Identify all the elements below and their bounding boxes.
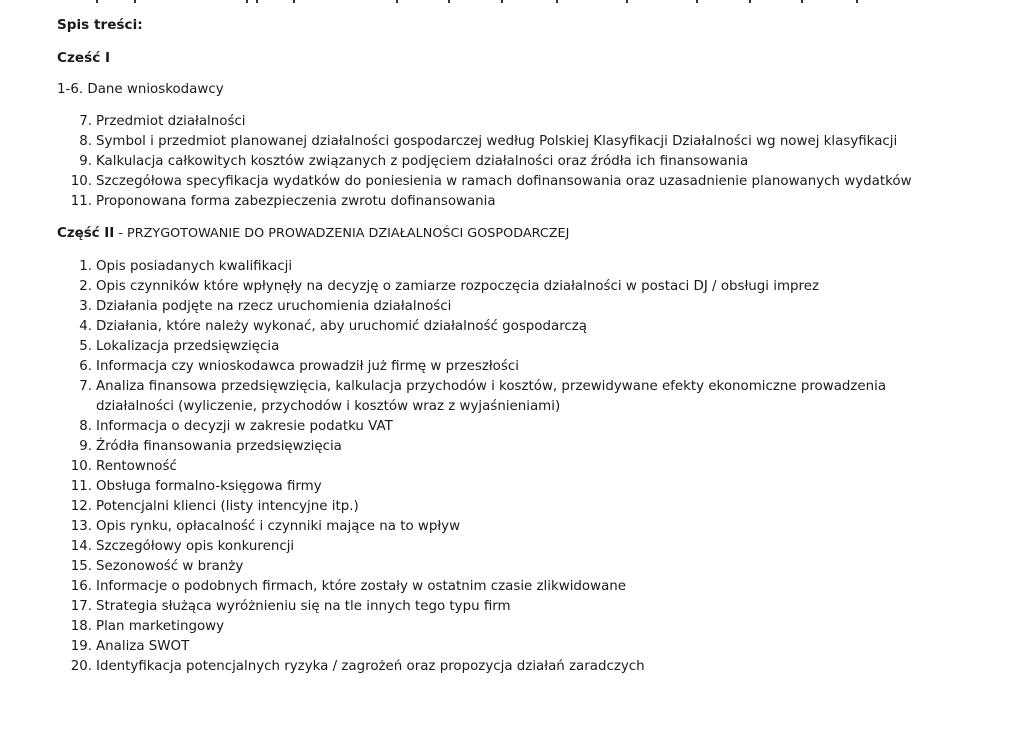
list-item-text: Strategia służąca wyróżnieniu się na tle innych tego typu firm [96,599,511,614]
list-item-number: 20. [70,659,92,674]
descender-mark [96,0,98,3]
list-item [57,457,926,477]
list-item-number: 9. [79,154,92,169]
part2-list [57,257,957,677]
list-item [57,152,926,172]
list-item-number: 5. [79,339,92,354]
list-item-number: 9. [79,439,92,454]
list-item-text: Opis czynników które wpłynęły na decyzję o zamiarze rozpoczęcia działalności w postaci DJ / obsługi imprez [96,279,819,294]
list-item-text: Identyfikacja potencjalnych ryzyka / zagrożeń oraz propozycja działań zaradczych [96,659,645,674]
list-item [57,517,926,537]
list-item [57,417,926,437]
list-item [57,257,926,277]
list-item [57,617,926,637]
list-item-text: Opis rynku, opłacalność i czynniki mające na to wpływ [96,519,461,534]
list-item-text: Kalkulacja całkowitych kosztów związanych z podjęciem działalności oraz źródła ich finansowania [96,154,749,169]
descender-mark [134,0,136,3]
list-item-number: 11. [70,479,92,494]
list-item [57,317,926,337]
list-item-number: 13. [70,519,92,534]
list-item [57,172,926,192]
list-item-text: Symbol i przedmiot planowanej działalności gospodarczej według Polskiej Klasyfikacji Działalności wg nowej klasyfikacji [96,134,898,149]
list-item-number: 11. [70,194,92,209]
list-item-number: 15. [70,559,92,574]
list-item-number: 7. [79,379,92,394]
list-item-number: 8. [79,419,92,434]
list-item-text: Plan marketingowy [96,619,225,634]
list-item-number: 3. [79,299,92,314]
list-item [57,277,926,297]
part1-heading: Cześć I [57,50,111,66]
list-item [57,477,926,497]
list-item-number: 19. [70,639,92,654]
list-item-text: Źródła finansowania przedsięwzięcia [96,439,342,454]
list-item [57,657,926,677]
list-item-number: 2. [79,279,92,294]
descender-mark [293,0,295,3]
list-item-number: 4. [79,319,92,334]
list-item-text: Przedmiot działalności [96,114,246,129]
list-item-text: Analiza SWOT [96,639,190,654]
list-item-text: Opis posiadanych kwalifikacji [96,259,293,274]
part1-list [57,112,957,212]
list-item-text: Szczegółowy opis konkurencji [96,539,295,554]
list-item-number: 18. [70,619,92,634]
list-item [57,337,926,357]
list-item-text: Informacja czy wnioskodawca prowadził już firmę w przeszłości [96,359,519,374]
toc-heading: Spis treści: [57,17,143,33]
list-item-number: 12. [70,499,92,514]
descender-mark [801,0,803,3]
list-item-number: 14. [70,539,92,554]
list-item-text: Informacje o podobnych firmach, które zostały w ostatnim czasie zlikwidowane [96,579,627,594]
list-item-number: 6. [79,359,92,374]
part2-heading-label: Część II [57,226,115,241]
list-item [57,537,926,557]
list-item [57,637,926,657]
descender-mark [556,0,558,3]
list-item-text: Szczegółowa specyfikacja wydatków do poniesienia w ramach dofinansowania oraz uzasadnienie planowanych wydatków [96,174,912,189]
document-body [57,15,957,677]
list-item-text: Informacja o decyzji w zakresie podatku VAT [96,419,393,434]
descender-mark [696,0,698,3]
list-item [57,192,926,212]
list-item [57,357,926,377]
list-item [57,597,926,617]
part2-heading-title: - PRZYGOTOWANIE DO PROWADZENIA DZIAŁALNOŚCI GOSPODARCZEJ [114,226,570,241]
list-item-number: 8. [79,134,92,149]
cropped-text-line-descenders [56,0,886,3]
list-item-text: Sezonowość w branży [96,559,244,574]
list-item [57,112,926,132]
descender-mark [246,0,248,3]
list-item [57,577,926,597]
list-item-number: 1. [79,259,92,274]
descender-mark [501,0,503,3]
descender-mark [448,0,450,3]
list-item-number: 10. [70,459,92,474]
list-item-text: Lokalizacja przedsięwzięcia [96,339,280,354]
list-item-text: Obsługa formalno-księgowa firmy [96,479,322,494]
list-item-text: Rentowność [96,459,177,474]
list-item [57,377,926,417]
list-item-number: 16. [70,579,92,594]
descender-mark [626,0,628,3]
list-item-text: Proponowana forma zabezpieczenia zwrotu dofinansowania [96,194,496,209]
list-item [57,297,926,317]
list-item [57,497,926,517]
descender-mark [749,0,751,3]
list-item-text: Działania, które należy wykonać, aby uruchomić działalność gospodarczą [96,319,588,334]
list-item-number: 7. [79,114,92,129]
list-item-text: Działania podjęte na rzecz uruchomienia działalności [96,299,452,314]
part2-heading [57,224,957,244]
list-item-text: Analiza finansowa przedsięwzięcia, kalkulacja przychodów i kosztów, przewidywane efekty ekonomiczne prowadzenia działalności (wyliczenie, przychodów i kosztów wraz z wyjaśnieniami) [96,379,887,414]
part1-intro: 1-6. Dane wnioskodawcy [57,82,224,97]
descender-mark [256,0,258,3]
list-item-number: 17. [70,599,92,614]
list-item-number: 10. [70,174,92,189]
descender-mark [856,0,858,3]
list-item [57,557,926,577]
list-item-text: Potencjalni klienci (listy intencyjne itp.) [96,499,359,514]
list-item [57,437,926,457]
descender-mark [396,0,398,3]
list-item [57,132,926,152]
